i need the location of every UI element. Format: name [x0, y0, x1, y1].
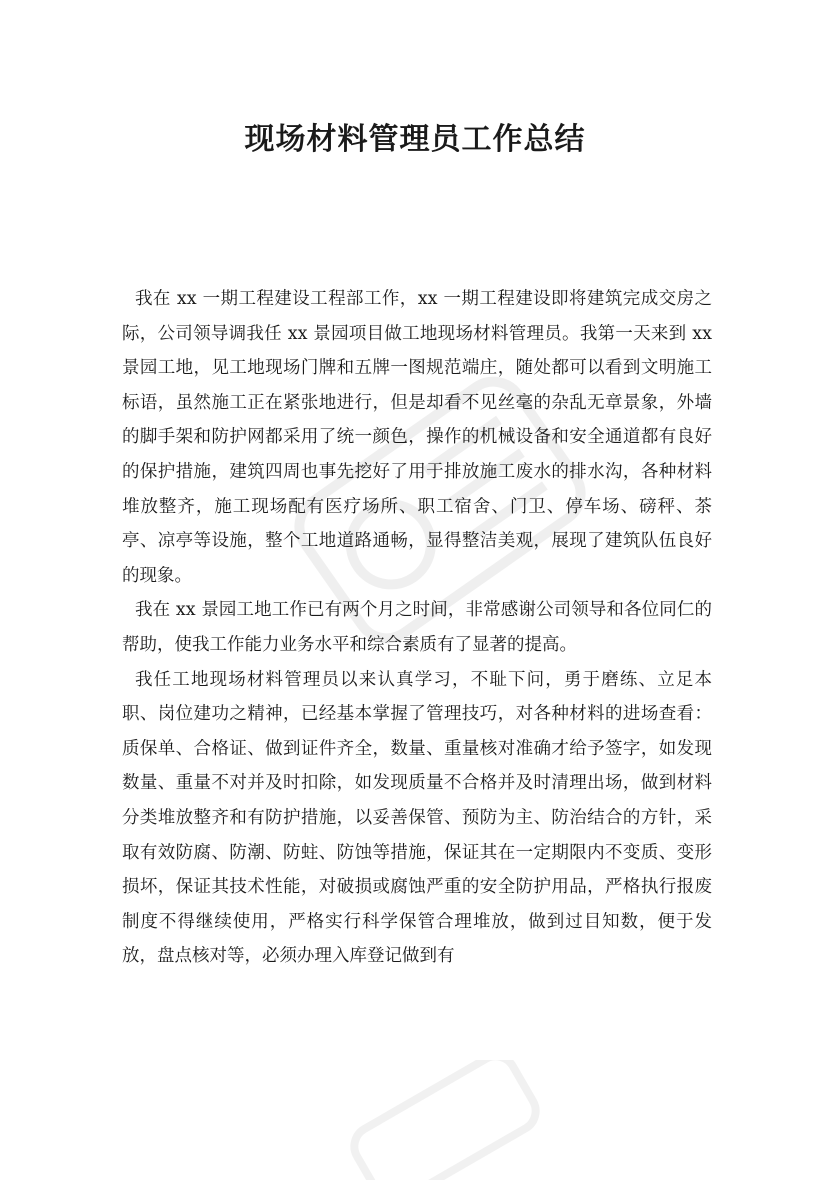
paragraph: 我任工地现场材料管理员以来认真学习，不耻下问，勇于磨练、立足本职、岗位建功之精神，已经基本掌握了管理技巧，对各种材料的进场查看：质保单、合格证、做到证件齐全，数量、重量核对准确才给予签字，如发现数量、重量不对并及时扣除，如发现质量不合格并及时清理出场，做到材料分类堆放整齐和有防护措施，以妥善保管、预防为主、防治结合的方针，采取有效防腐、防潮、防蛀、防蚀等措施，保证其在一定期限内不变质、变形损坏，保证其技术性能，对破损或腐蚀严重的安全防护用品，严格执行报废制度不得继续使用，严格实行科学保管合理堆放，做到过目知数，便于发放，盘点核对等，必须办理入库登记做到有 — [122, 669, 712, 967]
paragraph: 我在 xx 景园工地工作已有两个月之时间，非常感谢公司领导和各位同仁的帮助，使我工作能力业务水平和综合素质有了显著的提高。 — [122, 600, 712, 655]
paragraph: 我在 xx 一期工程建设工程部工作，xx 一期工程建设即将建筑完成交房之际，公司领导调我任 xx 景园项目做工地现场材料管理员。我第一天来到 xx 景园工地，见工地现场门牌和五牌一图规范端庄，随处都可以看到文明施工标语，虽然施工正在紧张地进行，但是却看不见丝毫的杂乱无章景象，外墙的脚手架和防护网都采用了统一颜色，操作的机械设备和安全通道都有良好的保护措施，建筑四周也事先挖好了用于排放施工废水的排水沟，各种材料堆放整齐，施工现场配有医疗场所、职工宿舍、门卫、停车场、磅秤、茶亭、凉亭等设施，整个工地道路通畅，显得整洁美观，展现了建筑队伍良好的现象。 — [122, 289, 712, 586]
document-body — [122, 282, 712, 974]
document-title: 现场材料管理员工作总结 — [244, 122, 586, 157]
watermark-logo-bottom — [320, 1060, 560, 1180]
